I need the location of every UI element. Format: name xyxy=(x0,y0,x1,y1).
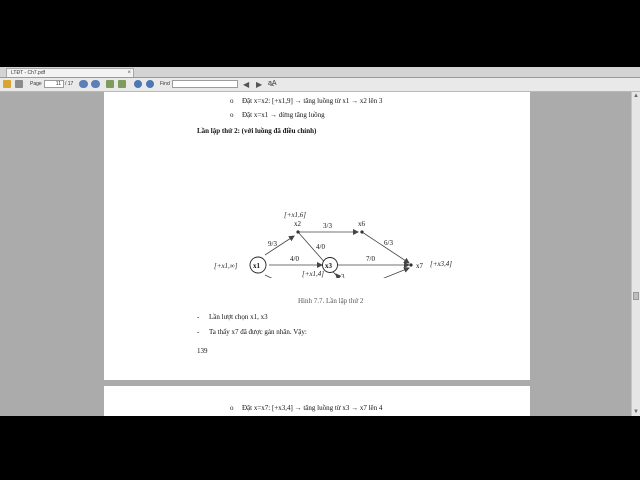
scrollbar-thumb[interactable] xyxy=(633,292,639,300)
edge-x5-x7 xyxy=(352,268,409,278)
print-icon[interactable] xyxy=(15,80,23,88)
bullet-marker: o xyxy=(230,97,234,105)
dash-marker: - xyxy=(197,328,200,336)
close-tab-icon[interactable]: × xyxy=(127,70,131,76)
node-x6-label: x6 xyxy=(358,220,365,228)
vertical-scrollbar[interactable] xyxy=(631,92,640,416)
pdf-viewer-window xyxy=(0,67,640,416)
bullet-text: Đặt x=x1 → dừng tăng luồng xyxy=(242,111,325,119)
page-number-input[interactable]: 11 xyxy=(44,80,64,88)
node-x2-dot xyxy=(296,230,299,233)
edge-label-x3-x7: 7/0 xyxy=(366,255,375,263)
bullet-text: Đặt x=x2: [+x1,9] → tăng luồng từ x1 → x2 lên 3 xyxy=(242,97,383,105)
find-input[interactable] xyxy=(172,80,238,88)
open-folder-icon[interactable] xyxy=(3,80,11,88)
scroll-down-icon[interactable]: ▼ xyxy=(633,409,639,415)
zoom-in-icon[interactable] xyxy=(134,80,142,88)
tab-bar xyxy=(0,67,640,78)
figure-caption: Hình 7.7. Lần lặp thứ 2 xyxy=(298,297,364,305)
previous-page-icon[interactable] xyxy=(79,80,88,88)
page-label: Page xyxy=(30,81,42,87)
list-item-text: Ta thấy x7 đã được gán nhãn. Vậy: xyxy=(209,328,307,336)
label-x3: [+x1,4] xyxy=(302,270,325,278)
bullet-text: Đặt x=x7: [+x3,4] → tăng luồng từ x3 → x7 lên 4 xyxy=(242,404,383,412)
bullet-marker: o xyxy=(230,111,234,119)
label-x7: [+x3,4] xyxy=(430,260,453,268)
list-item-text: Lần lượt chọn x1, x3 xyxy=(209,313,268,321)
edge-label-x6-x7: 6/3 xyxy=(384,239,393,247)
label-x2: [+x1,6] xyxy=(284,211,307,219)
node-x7-label: x7 xyxy=(416,262,423,270)
node-x3-label: x3 xyxy=(325,262,332,270)
find-previous-icon[interactable]: ◀ xyxy=(243,80,250,89)
edge-x1-x4 xyxy=(265,275,292,278)
edge-label-x1-x3: 4/0 xyxy=(290,255,299,263)
scroll-up-icon[interactable]: ▲ xyxy=(633,93,639,99)
edge-label-x2-x5: 4/0 xyxy=(316,243,325,251)
document-tab[interactable] xyxy=(6,68,134,77)
node-x6-dot xyxy=(360,230,363,233)
fit-width-icon[interactable] xyxy=(118,80,126,88)
page-total: / 17 xyxy=(65,81,74,87)
edge-label-x2-x6: 3/3 xyxy=(323,222,332,230)
edge-label-x5-x3: 3 xyxy=(341,273,345,278)
find-next-icon[interactable]: ▶ xyxy=(256,80,263,89)
toolbar xyxy=(0,78,640,92)
pdf-page xyxy=(104,386,530,416)
zoom-out-icon[interactable] xyxy=(146,80,154,88)
section-heading: Lần lặp thứ 2: (với luồng đã điều chỉnh) xyxy=(197,127,317,135)
node-x2-label: x2 xyxy=(294,220,301,228)
label-x1: [+x1,∞] xyxy=(214,262,238,270)
document-view[interactable] xyxy=(0,92,631,416)
next-page-icon[interactable] xyxy=(91,80,100,88)
edge-label-x1-x2: 9/3 xyxy=(268,240,277,248)
fit-page-icon[interactable] xyxy=(106,80,114,88)
font-options-icon[interactable]: a͢A xyxy=(268,80,277,87)
pdf-page xyxy=(104,92,530,380)
flow-network-diagram xyxy=(204,138,464,278)
dash-marker: - xyxy=(197,313,200,321)
node-x1-label: x1 xyxy=(253,262,260,270)
bullet-marker: o xyxy=(230,404,234,412)
node-x7-dot xyxy=(409,263,412,266)
page-number: 139 xyxy=(197,347,208,355)
find-label: Find xyxy=(160,81,170,87)
tab-title: LTĐT - Ch7.pdf xyxy=(11,70,45,76)
